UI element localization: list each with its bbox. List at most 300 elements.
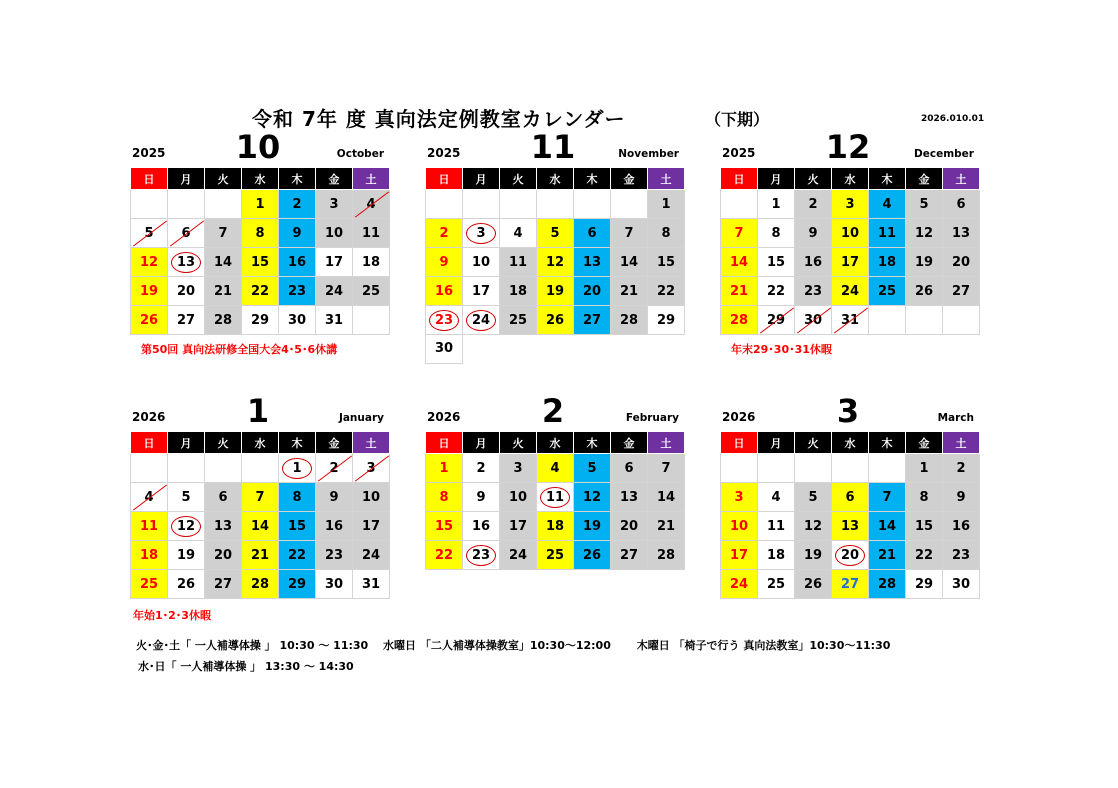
week-row (721, 454, 980, 483)
week-row (721, 277, 980, 306)
day-cell-marked (463, 306, 500, 335)
day-cell: 11 (500, 248, 537, 277)
circled-day: 20 (835, 545, 865, 566)
day-cell-cancelled: 29 (758, 306, 795, 335)
page-subtitle: （下期） (705, 110, 770, 129)
weekday-header-row (426, 168, 685, 190)
day-cell: 18 (353, 248, 390, 277)
schedule-line-1: 火･金･土「 一人補導体操 」 10:30 ～ 11:30 水曜日 「二人補導体操教室」10:30～12:00 木曜日 「椅子で行う 真向法教室」10:30～11:30 (136, 639, 891, 652)
day-cell: 24 (500, 541, 537, 570)
day-cell-marked (537, 483, 574, 512)
day-cell: 8 (906, 483, 943, 512)
day-cell (131, 454, 168, 483)
day-cell: 8 (758, 219, 795, 248)
day-cell: 17 (316, 248, 353, 277)
day-cell: 2 (463, 454, 500, 483)
day-cell-marked (463, 219, 500, 248)
weekday-sat: 土 (943, 432, 980, 454)
week-row (426, 190, 685, 219)
day-cell: 8 (648, 219, 685, 248)
calendar-month-en: March (937, 412, 974, 424)
day-cell: 8 (279, 483, 316, 512)
day-cell: 30 (279, 306, 316, 335)
day-cell: 3 (832, 190, 869, 219)
day-cell: 21 (205, 277, 242, 306)
day-cell: 21 (611, 277, 648, 306)
day-cell (537, 190, 574, 219)
day-cell: 10 (832, 219, 869, 248)
week-row (721, 483, 980, 512)
week-row (721, 541, 980, 570)
day-cell: 26 (574, 541, 611, 570)
day-cell: 1 (242, 190, 279, 219)
day-cell (500, 190, 537, 219)
day-cell: 13 (832, 512, 869, 541)
day-cell: 31 (316, 306, 353, 335)
weekday-wed: 水 (242, 168, 279, 190)
day-cell: 22 (906, 541, 943, 570)
week-row (131, 219, 390, 248)
day-cell: 24 (832, 277, 869, 306)
day-cell: 7 (648, 454, 685, 483)
day-cell: 19 (131, 277, 168, 306)
day-cell: 30 (316, 570, 353, 599)
day-cell-marked (463, 541, 500, 570)
calendar-month-en: January (338, 412, 384, 424)
circled-day: 23 (429, 310, 459, 331)
day-cell: 7 (869, 483, 906, 512)
weekday-mon: 月 (168, 432, 205, 454)
day-cell: 28 (611, 306, 648, 335)
day-cell: 15 (426, 512, 463, 541)
day-cell: 12 (537, 248, 574, 277)
day-cell: 26 (795, 570, 832, 599)
day-cell: 9 (795, 219, 832, 248)
circled-day: 3 (466, 223, 496, 244)
week-row (426, 248, 685, 277)
day-cell: 7 (205, 219, 242, 248)
day-cell: 5 (906, 190, 943, 219)
day-cell: 31 (353, 570, 390, 599)
day-cell: 25 (131, 570, 168, 599)
day-cell: 6 (611, 454, 648, 483)
date-code: 2026.010.01 (921, 114, 985, 124)
weekday-mon: 月 (168, 168, 205, 190)
day-cell (574, 190, 611, 219)
page-title: 令和 7年 度 真向法定例教室カレンダー (252, 107, 626, 131)
circled-day: 1 (282, 458, 312, 479)
day-cell: 16 (463, 512, 500, 541)
week-row (131, 570, 390, 599)
day-cell: 4 (537, 454, 574, 483)
extra-day-cell: 30 (425, 334, 463, 364)
calendar-month: 12 (825, 128, 871, 166)
day-cell: 24 (353, 541, 390, 570)
day-cell: 14 (611, 248, 648, 277)
day-cell: 15 (242, 248, 279, 277)
day-cell: 12 (795, 512, 832, 541)
day-cell: 11 (869, 219, 906, 248)
week-row (426, 512, 685, 541)
day-cell: 19 (537, 277, 574, 306)
weekday-tue: 火 (205, 168, 242, 190)
day-cell: 12 (131, 248, 168, 277)
day-cell: 27 (574, 306, 611, 335)
week-row (131, 454, 390, 483)
day-cell: 28 (648, 541, 685, 570)
day-cell: 13 (943, 219, 980, 248)
weekday-sun: 日 (131, 168, 168, 190)
day-cell: 5 (168, 483, 205, 512)
calendar-year: 2026 (132, 410, 166, 424)
day-cell: 17 (463, 277, 500, 306)
day-cell: 26 (131, 306, 168, 335)
day-cell: 25 (869, 277, 906, 306)
day-cell: 25 (758, 570, 795, 599)
day-cell: 27 (168, 306, 205, 335)
note-january: 年始1･2･3休暇 (133, 609, 211, 622)
day-cell: 26 (168, 570, 205, 599)
day-cell: 25 (537, 541, 574, 570)
circled-day: 24 (466, 310, 496, 331)
day-cell: 7 (242, 483, 279, 512)
day-cell: 19 (906, 248, 943, 277)
day-cell: 19 (795, 541, 832, 570)
day-cell: 3 (721, 483, 758, 512)
week-row (426, 306, 685, 335)
calendar-grid (130, 167, 390, 335)
day-cell: 2 (795, 190, 832, 219)
calendar-grid (720, 167, 980, 335)
calendar-month: 10 (235, 128, 281, 166)
weekday-sun: 日 (721, 432, 758, 454)
day-cell-cancelled: 31 (832, 306, 869, 335)
day-cell: 16 (316, 512, 353, 541)
schedule-line-2: 水･日「 一人補導体操 」 13:30 ～ 14:30 (138, 660, 354, 673)
day-cell: 22 (648, 277, 685, 306)
day-cell: 12 (906, 219, 943, 248)
day-cell: 10 (463, 248, 500, 277)
day-cell: 21 (648, 512, 685, 541)
day-cell: 9 (279, 219, 316, 248)
day-cell: 27 (832, 570, 869, 599)
day-cell: 5 (795, 483, 832, 512)
week-row (721, 570, 980, 599)
calendar-month-en: December (914, 148, 974, 160)
weekday-sat: 土 (353, 168, 390, 190)
day-cell: 17 (832, 248, 869, 277)
day-cell: 13 (574, 248, 611, 277)
day-cell-cancelled: 6 (168, 219, 205, 248)
week-row (426, 277, 685, 306)
day-cell: 6 (205, 483, 242, 512)
weekday-mon: 月 (463, 168, 500, 190)
weekday-header-row (721, 432, 980, 454)
weekday-wed: 水 (537, 168, 574, 190)
note-october: 第50回 真向法研修全国大会4･5･6休講 (141, 343, 338, 356)
day-cell (463, 190, 500, 219)
week-row (131, 277, 390, 306)
weekday-header-row (131, 168, 390, 190)
day-cell: 29 (279, 570, 316, 599)
day-cell: 14 (721, 248, 758, 277)
day-cell: 4 (869, 190, 906, 219)
day-cell: 17 (721, 541, 758, 570)
day-cell: 10 (500, 483, 537, 512)
day-cell: 26 (537, 306, 574, 335)
day-cell (353, 306, 390, 335)
day-cell: 7 (721, 219, 758, 248)
week-row (426, 219, 685, 248)
day-cell: 17 (353, 512, 390, 541)
note-december: 年末29･30･31休暇 (731, 343, 832, 356)
day-cell (205, 190, 242, 219)
day-cell: 28 (242, 570, 279, 599)
calendar-grid (425, 431, 685, 570)
day-cell: 16 (426, 277, 463, 306)
day-cell: 18 (758, 541, 795, 570)
day-cell: 8 (242, 219, 279, 248)
day-cell: 11 (131, 512, 168, 541)
day-cell-marked (168, 512, 205, 541)
day-cell: 29 (648, 306, 685, 335)
weekday-tue: 火 (500, 432, 537, 454)
day-cell (168, 190, 205, 219)
day-cell: 18 (537, 512, 574, 541)
calendar-month: 3 (836, 392, 860, 430)
week-row (426, 483, 685, 512)
day-cell: 15 (906, 512, 943, 541)
calendar-month: 11 (530, 128, 576, 166)
day-cell: 20 (943, 248, 980, 277)
day-cell: 28 (205, 306, 242, 335)
day-cell: 15 (279, 512, 316, 541)
day-cell: 10 (353, 483, 390, 512)
weekday-sun: 日 (131, 432, 168, 454)
day-cell: 17 (500, 512, 537, 541)
day-cell: 4 (758, 483, 795, 512)
day-cell: 22 (758, 277, 795, 306)
weekday-wed: 水 (537, 432, 574, 454)
day-cell: 6 (943, 190, 980, 219)
day-cell: 20 (205, 541, 242, 570)
weekday-header-row (721, 168, 980, 190)
day-cell: 10 (721, 512, 758, 541)
weekday-thu: 木 (279, 168, 316, 190)
day-cell: 9 (316, 483, 353, 512)
day-cell (943, 306, 980, 335)
day-cell: 21 (242, 541, 279, 570)
day-cell-cancelled: 3 (353, 454, 390, 483)
day-cell-marked (426, 306, 463, 335)
day-cell: 28 (869, 570, 906, 599)
day-cell: 14 (242, 512, 279, 541)
day-cell (721, 190, 758, 219)
weekday-fri: 金 (316, 432, 353, 454)
day-cell: 3 (500, 454, 537, 483)
day-cell-marked (168, 248, 205, 277)
day-cell: 21 (721, 277, 758, 306)
day-cell: 24 (316, 277, 353, 306)
day-cell (131, 190, 168, 219)
day-cell: 1 (648, 190, 685, 219)
weekday-thu: 木 (574, 168, 611, 190)
day-cell (758, 454, 795, 483)
circled-day: 13 (171, 252, 201, 273)
day-cell (426, 190, 463, 219)
day-cell: 28 (721, 306, 758, 335)
week-row (721, 306, 980, 335)
week-row (721, 512, 980, 541)
weekday-header-row (131, 432, 390, 454)
day-cell: 12 (574, 483, 611, 512)
day-cell: 24 (721, 570, 758, 599)
day-cell: 11 (758, 512, 795, 541)
week-row (131, 248, 390, 277)
day-cell: 7 (611, 219, 648, 248)
day-cell: 22 (279, 541, 316, 570)
day-cell: 20 (574, 277, 611, 306)
weekday-tue: 火 (795, 168, 832, 190)
day-cell: 23 (316, 541, 353, 570)
week-row (131, 483, 390, 512)
circled-day: 11 (540, 487, 570, 508)
weekday-tue: 火 (795, 432, 832, 454)
day-cell: 2 (943, 454, 980, 483)
week-row (426, 541, 685, 570)
day-cell: 10 (316, 219, 353, 248)
weekday-sun: 日 (426, 168, 463, 190)
day-cell (832, 454, 869, 483)
day-cell-cancelled: 5 (131, 219, 168, 248)
day-cell (869, 454, 906, 483)
day-cell: 23 (795, 277, 832, 306)
day-cell: 27 (943, 277, 980, 306)
day-cell: 22 (426, 541, 463, 570)
day-cell: 15 (758, 248, 795, 277)
calendar-month-en: February (625, 412, 679, 424)
weekday-mon: 月 (758, 168, 795, 190)
calendar-year: 2025 (132, 146, 166, 160)
weekday-sat: 土 (353, 432, 390, 454)
weekday-fri: 金 (611, 168, 648, 190)
day-cell: 20 (168, 277, 205, 306)
day-cell: 4 (500, 219, 537, 248)
calendar-year: 2026 (427, 410, 461, 424)
weekday-sat: 土 (943, 168, 980, 190)
weekday-thu: 木 (869, 432, 906, 454)
weekday-wed: 水 (242, 432, 279, 454)
circled-day: 23 (466, 545, 496, 566)
weekday-thu: 木 (279, 432, 316, 454)
day-cell: 9 (943, 483, 980, 512)
weekday-wed: 水 (832, 432, 869, 454)
day-cell: 25 (353, 277, 390, 306)
calendar-year: 2025 (427, 146, 461, 160)
weekday-fri: 金 (906, 168, 943, 190)
week-row (721, 219, 980, 248)
weekday-wed: 水 (832, 168, 869, 190)
day-cell: 16 (279, 248, 316, 277)
day-cell: 1 (426, 454, 463, 483)
day-cell: 18 (500, 277, 537, 306)
calendar-year: 2026 (722, 410, 756, 424)
day-cell: 20 (611, 512, 648, 541)
weekday-sun: 日 (721, 168, 758, 190)
day-cell: 27 (205, 570, 242, 599)
day-cell: 15 (648, 248, 685, 277)
day-cell: 14 (648, 483, 685, 512)
weekday-sat: 土 (648, 168, 685, 190)
week-row (721, 248, 980, 277)
day-cell-cancelled: 30 (795, 306, 832, 335)
day-cell: 2 (279, 190, 316, 219)
weekday-sat: 土 (648, 432, 685, 454)
day-cell: 5 (537, 219, 574, 248)
day-cell: 19 (168, 541, 205, 570)
day-cell (721, 454, 758, 483)
calendar-month: 2 (541, 392, 565, 430)
day-cell: 13 (611, 483, 648, 512)
weekday-mon: 月 (463, 432, 500, 454)
day-cell: 8 (426, 483, 463, 512)
day-cell-marked (279, 454, 316, 483)
day-cell: 19 (574, 512, 611, 541)
day-cell-marked (832, 541, 869, 570)
day-cell: 30 (943, 570, 980, 599)
weekday-fri: 金 (611, 432, 648, 454)
day-cell-cancelled: 4 (131, 483, 168, 512)
weekday-fri: 金 (316, 168, 353, 190)
day-cell: 23 (943, 541, 980, 570)
day-cell: 2 (426, 219, 463, 248)
weekday-tue: 火 (500, 168, 537, 190)
weekday-thu: 木 (869, 168, 906, 190)
day-cell: 18 (869, 248, 906, 277)
day-cell: 16 (943, 512, 980, 541)
week-row (131, 541, 390, 570)
day-cell: 26 (906, 277, 943, 306)
day-cell: 25 (500, 306, 537, 335)
week-row (426, 454, 685, 483)
week-row (131, 512, 390, 541)
calendar-grid (425, 167, 685, 335)
day-cell: 3 (316, 190, 353, 219)
day-cell: 1 (758, 190, 795, 219)
weekday-tue: 火 (205, 432, 242, 454)
calendar-grid (130, 431, 390, 599)
calendar-month-en: October (336, 148, 384, 160)
circled-day: 12 (171, 516, 201, 537)
day-cell (795, 454, 832, 483)
weekday-thu: 木 (574, 432, 611, 454)
day-cell-cancelled: 2 (316, 454, 353, 483)
weekday-sun: 日 (426, 432, 463, 454)
day-cell: 27 (611, 541, 648, 570)
day-cell: 22 (242, 277, 279, 306)
day-cell: 23 (279, 277, 316, 306)
day-cell: 1 (906, 454, 943, 483)
day-cell-cancelled: 4 (353, 190, 390, 219)
day-cell: 13 (205, 512, 242, 541)
week-row (131, 190, 390, 219)
day-cell (611, 190, 648, 219)
weekday-mon: 月 (758, 432, 795, 454)
week-row (721, 190, 980, 219)
day-cell: 11 (353, 219, 390, 248)
day-cell (906, 306, 943, 335)
calendar-month: 1 (246, 392, 270, 430)
